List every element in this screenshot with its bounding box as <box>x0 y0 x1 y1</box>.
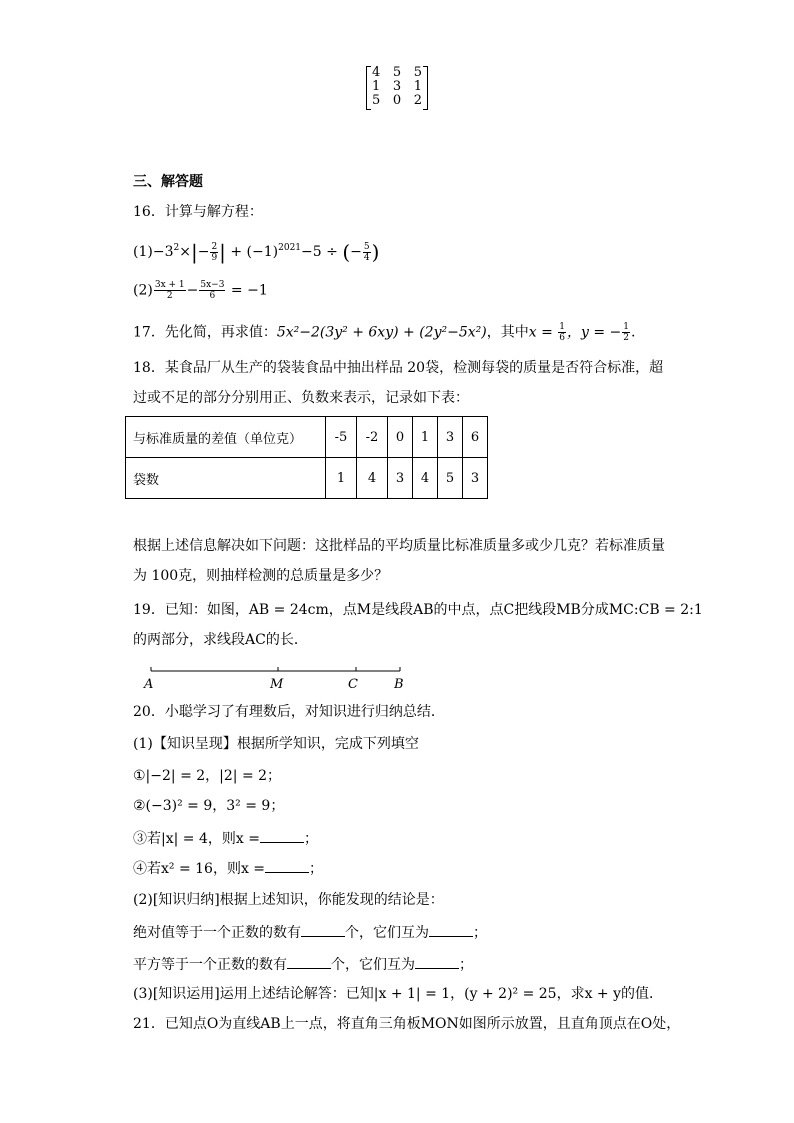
table-cell: -2 <box>357 417 388 458</box>
answer-blank[interactable] <box>301 922 345 937</box>
point-label-m: M <box>270 677 284 692</box>
q21-line1: 21．已知点O为直线AB上一点，将直角三角板MON如图所示放置，且直角顶点在O处， <box>133 1016 681 1032</box>
table-header-cell: 与标准质量的差值（单位克） <box>126 417 326 458</box>
q20-part2: (2)[知识归纳]根据上述知识，你能发现的结论是： <box>133 892 444 908</box>
table-cell: 4 <box>413 458 438 499</box>
table-cell: -5 <box>326 417 357 458</box>
table-cell: 4 <box>357 458 388 499</box>
matrix-row: 4 5 5 <box>372 65 422 80</box>
q18-line1: 18．某食品厂从生产的袋装食品中抽出样品 20袋，检测每袋的质量是否符合标准，超 <box>133 360 664 376</box>
q20-conclusion1: 绝对值等于一个正数的数有 个，它们互为 ； <box>133 922 487 943</box>
fraction: $\frac{5x-3}{6}$ <box>200 280 225 301</box>
table-cell: 1 <box>413 417 438 458</box>
q16-part1: $(1)-3^2\times|-$ $\frac{2}{9}$ | + $(-1)^{2021}-5$ ÷ (− $\frac{5}{4}$ ) <box>133 240 380 264</box>
q16-stem: 16．计算与解方程： <box>133 204 263 220</box>
q20-part3: (3)[知识运用]运用上述结论解答：已知|x + 1| = 1，(y + 2)² = 25，求x + y的值． <box>133 986 664 1002</box>
table-cell: 3 <box>388 458 413 499</box>
table-cell: 3 <box>463 458 488 499</box>
q20-stem: 20．小聪学习了有理数后，对知识进行归纳总结． <box>133 704 445 720</box>
table-row <box>126 417 488 458</box>
answer-blank[interactable] <box>287 954 331 969</box>
matrix-right-bracket <box>423 66 428 110</box>
q19-line1: 19．已知：如图，AB = 24cm，点M是线段AB的中点，点C把线段MB分成MC:CB = 2:1 <box>133 602 703 618</box>
answer-blank[interactable] <box>260 828 304 843</box>
fraction: $\frac{3x + 1}{2}$ <box>154 280 185 301</box>
q18-after2: 为 100克，则抽样检测的总质量是多少？ <box>133 568 389 584</box>
q20-item2: ②(−3)² = 9，3² = 9； <box>133 798 285 814</box>
table-cell: 5 <box>438 458 463 499</box>
matrix <box>366 66 428 110</box>
q20-conclusion2: 平方等于一个正数的数有 个，它们互为 ； <box>133 954 473 975</box>
q20-item1: ①|−2| = 2，|2| = 2； <box>133 768 282 784</box>
q20-item4: ④若x² = 16，则x = ； <box>133 858 323 879</box>
fraction: $\frac{2}{9}$ <box>211 241 218 263</box>
section-title: 三、解答题 <box>133 174 203 190</box>
q18-after1: 根据上述信息解决如下问题：这批样品的平均质量比标准质量多或少几克？若标准质量 <box>133 538 665 554</box>
table-header-cell: 袋数 <box>126 458 326 499</box>
segment-svg <box>144 664 404 692</box>
table-cell: 3 <box>438 417 463 458</box>
matrix-left-bracket <box>366 66 371 110</box>
fraction: $\frac{5}{4}$ <box>363 241 370 263</box>
answer-blank[interactable] <box>429 922 473 937</box>
q20-item3: ③若|x| = 4，则x = ； <box>133 828 318 849</box>
segment-diagram <box>144 664 404 692</box>
data-table <box>125 416 488 499</box>
matrix-row: 1 3 1 <box>372 79 422 94</box>
q20-part1: (1)【知识呈现】根据所学知识，完成下列填空 <box>133 736 419 752</box>
answer-blank[interactable] <box>415 954 459 969</box>
table-cell: 1 <box>326 458 357 499</box>
answer-blank[interactable] <box>265 858 309 873</box>
point-label-b: B <box>394 677 404 692</box>
q19-line2: 的两部分，求线段AC的长． <box>133 632 308 648</box>
q17: 17．先化简，再求值：5x²−2(3y² + 6xy) + (2y²−5x²)，其中x = $\frac{1}{6}$ ，y = − $\frac{1}{2}$ . <box>133 322 636 343</box>
q18-line2: 过或不足的部分分别用正、负数来表示，记录如下表： <box>133 390 469 406</box>
table-cell: 6 <box>463 417 488 458</box>
table-cell: 0 <box>388 417 413 458</box>
q16-part2: (2) $\frac{3x + 1}{2}$ − $\frac{5x-3}{6}$ = −1 <box>133 280 268 301</box>
matrix-row: 5 0 2 <box>372 93 422 108</box>
point-label-a: A <box>144 677 154 692</box>
table-row <box>126 458 488 499</box>
fraction: $\frac{1}{6}$ <box>559 322 565 343</box>
fraction: $\frac{1}{2}$ <box>623 322 629 343</box>
point-label-c: C <box>348 677 358 692</box>
